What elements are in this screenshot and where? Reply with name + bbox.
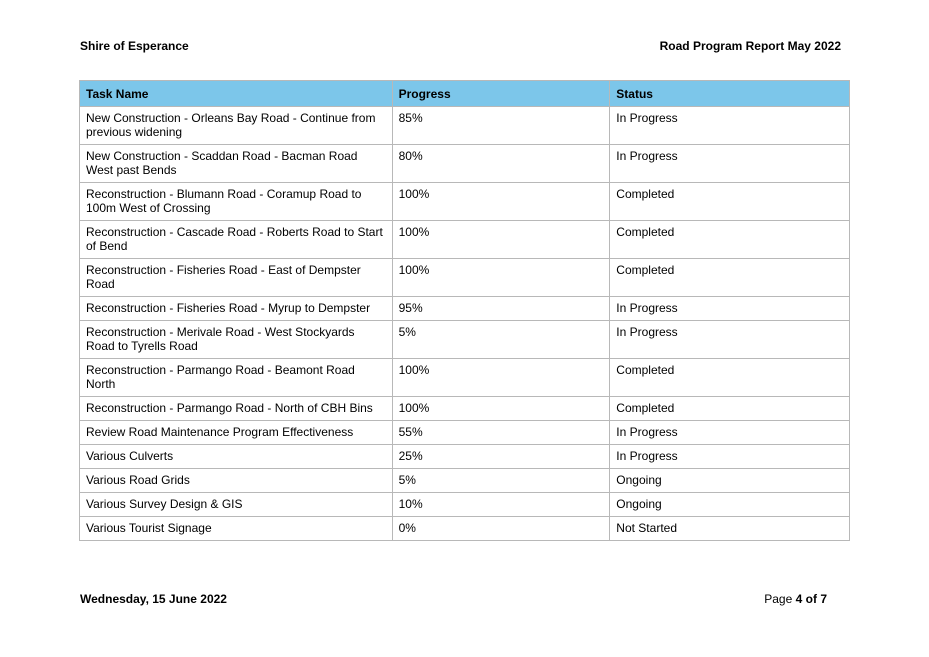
table-row [80,107,850,145]
status-cell: Completed [610,183,850,221]
progress-cell: 0% [392,517,610,541]
table-row [80,297,850,321]
organization-name: Shire of Esperance [80,39,189,53]
progress-cell: 25% [392,445,610,469]
table-row [80,321,850,359]
table-row [80,221,850,259]
progress-cell: 5% [392,321,610,359]
status-cell: In Progress [610,145,850,183]
column-header-task-name: Task Name [80,81,393,107]
table-row [80,183,850,221]
page-number [764,592,827,606]
status-cell: Completed [610,221,850,259]
status-cell: In Progress [610,321,850,359]
task-name-cell: Reconstruction - Parmango Road - Beamont Road North [80,359,393,397]
status-cell: In Progress [610,107,850,145]
progress-cell: 100% [392,259,610,297]
task-name-cell: New Construction - Orleans Bay Road - Continue from previous widening [80,107,393,145]
table-body [80,107,850,541]
progress-cell: 10% [392,493,610,517]
status-cell: Ongoing [610,493,850,517]
status-cell: In Progress [610,421,850,445]
status-cell: In Progress [610,297,850,321]
progress-cell: 100% [392,397,610,421]
task-name-cell: Various Survey Design & GIS [80,493,393,517]
table-row [80,397,850,421]
page-prefix: Page [764,592,793,606]
status-cell: In Progress [610,445,850,469]
task-name-cell: New Construction - Scaddan Road - Bacman Road West past Bends [80,145,393,183]
task-name-cell: Various Tourist Signage [80,517,393,541]
progress-cell: 95% [392,297,610,321]
progress-cell: 5% [392,469,610,493]
report-date: Wednesday, 15 June 2022 [80,592,227,606]
task-name-cell: Reconstruction - Fisheries Road - East of Dempster Road [80,259,393,297]
table-row [80,359,850,397]
table-row [80,517,850,541]
task-name-cell: Various Culverts [80,445,393,469]
page-current: 4 [795,592,803,606]
column-header-progress: Progress [392,81,610,107]
column-header-status: Status [610,81,850,107]
table-row [80,469,850,493]
task-name-cell: Reconstruction - Parmango Road - North of CBH Bins [80,397,393,421]
table-header-row [80,81,850,107]
progress-cell: 100% [392,221,610,259]
table-row [80,421,850,445]
report-title: Road Program Report May 2022 [659,39,841,53]
progress-cell: 100% [392,359,610,397]
progress-cell: 80% [392,145,610,183]
task-name-cell: Reconstruction - Fisheries Road - Myrup to Dempster [80,297,393,321]
table-row [80,259,850,297]
status-cell: Completed [610,259,850,297]
table-row [80,493,850,517]
task-name-cell: Various Road Grids [80,469,393,493]
status-cell: Not Started [610,517,850,541]
task-name-cell: Reconstruction - Merivale Road - West Stockyards Road to Tyrells Road [80,321,393,359]
status-cell: Ongoing [610,469,850,493]
page-of: of [805,592,817,606]
page-total: 7 [820,592,827,606]
progress-cell: 85% [392,107,610,145]
task-name-cell: Reconstruction - Cascade Road - Roberts Road to Start of Bend [80,221,393,259]
task-name-cell: Reconstruction - Blumann Road - Coramup Road to 100m West of Crossing [80,183,393,221]
task-name-cell: Review Road Maintenance Program Effectiveness [80,421,393,445]
progress-cell: 100% [392,183,610,221]
status-cell: Completed [610,359,850,397]
status-cell: Completed [610,397,850,421]
table-row [80,445,850,469]
progress-cell: 55% [392,421,610,445]
road-program-table [79,80,850,541]
table-row [80,145,850,183]
